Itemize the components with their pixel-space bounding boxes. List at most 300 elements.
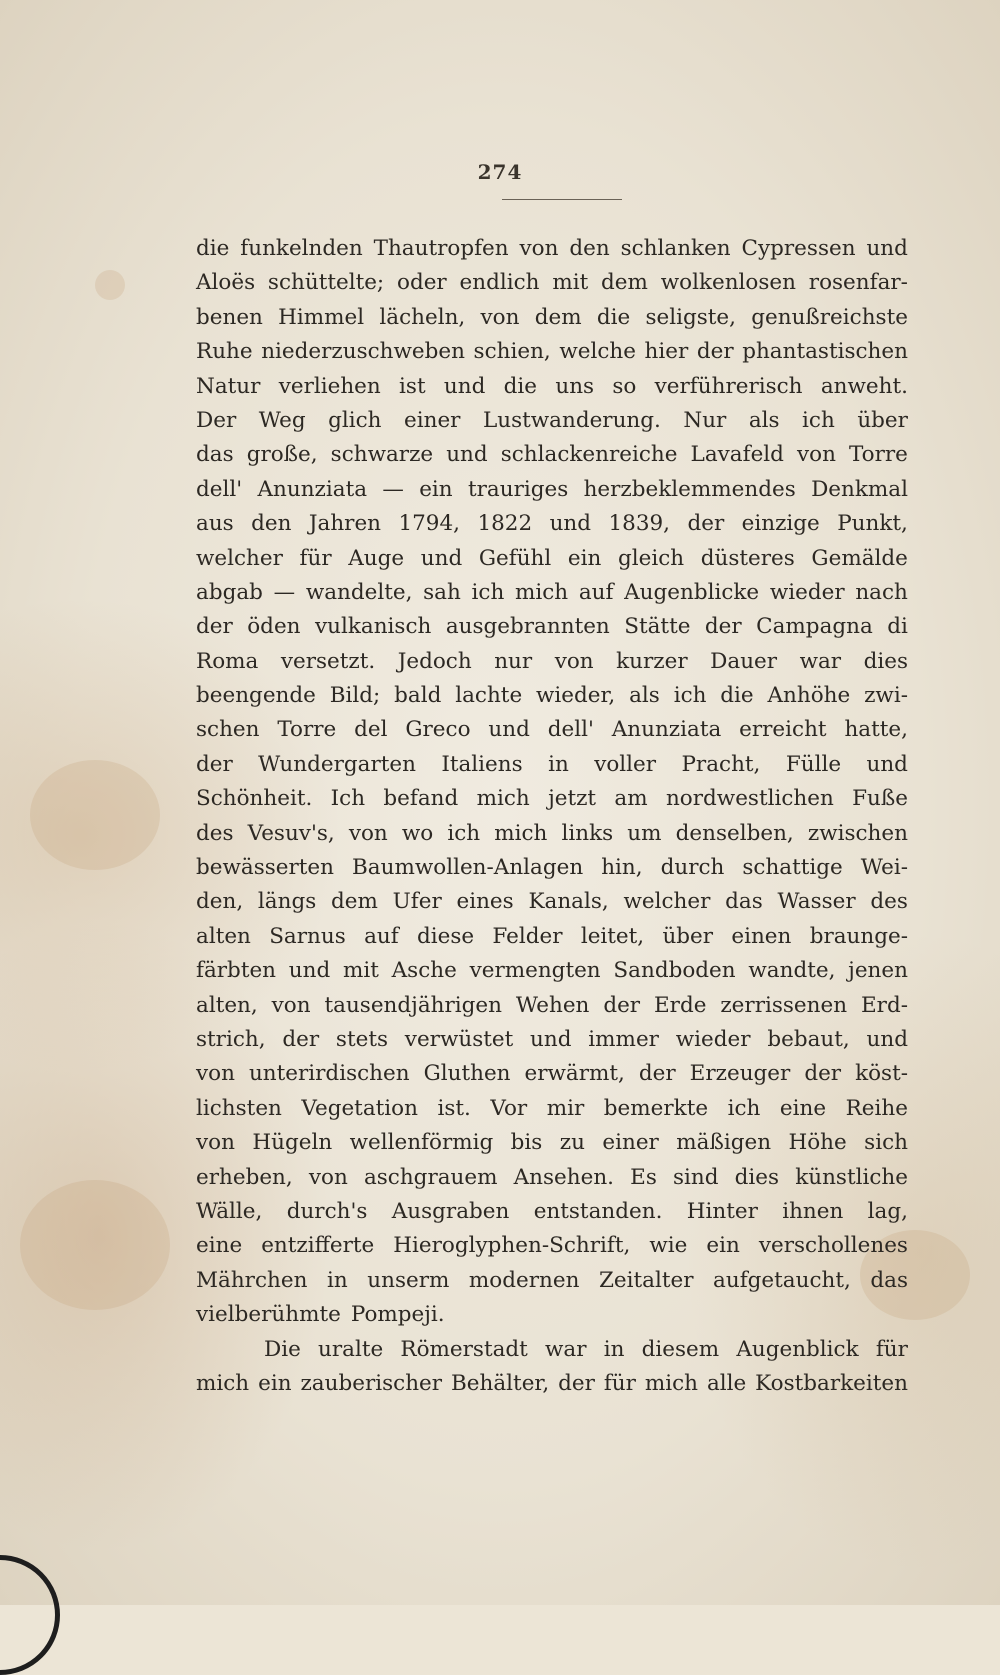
text-line bbox=[196, 645, 908, 679]
text-line bbox=[196, 1264, 908, 1298]
word: uns bbox=[555, 373, 595, 399]
text-line bbox=[196, 851, 908, 885]
word: Fuße bbox=[852, 786, 908, 812]
word: wandte, bbox=[748, 958, 836, 984]
word: Hügeln bbox=[252, 1130, 333, 1156]
word: Pompeji. bbox=[350, 1302, 445, 1328]
word: 1839, bbox=[608, 511, 671, 537]
word: Reihe bbox=[845, 1095, 908, 1121]
word: von bbox=[480, 304, 520, 330]
word: Fülle bbox=[785, 751, 842, 777]
word: Dauer bbox=[710, 648, 778, 674]
word: Gluthen bbox=[423, 1061, 511, 1087]
body-text bbox=[196, 232, 908, 1401]
text-line bbox=[196, 1333, 908, 1367]
word: Sarnus bbox=[269, 923, 346, 949]
word: immer bbox=[588, 1026, 659, 1052]
word: Augenblick bbox=[736, 1336, 859, 1362]
word: ein bbox=[258, 1370, 292, 1396]
word: herzbeklemmendes bbox=[583, 476, 796, 502]
word: bald bbox=[394, 683, 442, 709]
word: und bbox=[530, 1026, 572, 1052]
word: über bbox=[662, 923, 714, 949]
word: den bbox=[569, 236, 610, 261]
word: rosenfar- bbox=[808, 270, 908, 296]
word: als bbox=[748, 407, 780, 433]
word: entstanden. bbox=[533, 1198, 663, 1224]
word: wie bbox=[649, 1233, 688, 1259]
word: der bbox=[638, 1061, 676, 1087]
word: braunge- bbox=[809, 923, 908, 949]
text-line bbox=[196, 679, 908, 713]
word: Kostbarkeiten bbox=[755, 1370, 908, 1396]
word: del bbox=[354, 717, 388, 743]
word: entzifferte bbox=[261, 1233, 375, 1259]
word: das bbox=[870, 1267, 908, 1293]
word: war bbox=[799, 648, 842, 674]
word: aschgrauem bbox=[363, 1164, 498, 1190]
word: befand bbox=[383, 786, 459, 812]
word: Wasser bbox=[777, 889, 856, 915]
foxing-stain bbox=[95, 270, 125, 300]
word: Greco bbox=[405, 717, 471, 743]
word: Schönheit. bbox=[196, 786, 313, 812]
word: schwarze bbox=[330, 442, 434, 468]
word: längs bbox=[257, 889, 317, 915]
word: einer bbox=[404, 407, 461, 433]
word: mir bbox=[546, 1095, 585, 1121]
word: Denkmal bbox=[811, 476, 908, 502]
word: erwärmt, bbox=[524, 1061, 625, 1087]
word: lächeln, bbox=[379, 304, 466, 330]
word: ich bbox=[673, 683, 707, 709]
word: von bbox=[797, 442, 836, 468]
word: nur bbox=[494, 648, 533, 674]
word: der bbox=[282, 1026, 320, 1052]
text-line bbox=[196, 1367, 908, 1401]
word: einer bbox=[602, 1130, 659, 1156]
word: verwüstet bbox=[404, 1026, 514, 1052]
text-line bbox=[196, 1057, 908, 1091]
word: der bbox=[558, 1370, 595, 1396]
word: Stätte bbox=[624, 614, 691, 640]
word: Erde bbox=[653, 992, 707, 1018]
word: wolkenlosen bbox=[660, 270, 796, 296]
word: mit bbox=[343, 958, 379, 984]
word: Weg bbox=[258, 407, 306, 433]
word: erheben, bbox=[196, 1164, 293, 1190]
word: wieder, bbox=[536, 683, 616, 709]
foxing-stain bbox=[30, 760, 160, 870]
word: von bbox=[196, 1061, 235, 1087]
word: wo bbox=[401, 820, 434, 846]
word: und bbox=[866, 236, 908, 261]
word: zerrissenen bbox=[720, 992, 848, 1018]
word: schattige bbox=[742, 855, 843, 881]
word: dem bbox=[601, 270, 648, 296]
word: sich bbox=[864, 1130, 908, 1156]
word: als bbox=[629, 683, 660, 709]
text-line bbox=[196, 885, 908, 919]
word: der bbox=[687, 511, 725, 537]
word: ich bbox=[802, 407, 835, 433]
word: diesem bbox=[641, 1336, 720, 1362]
word: Zeitalter bbox=[598, 1267, 694, 1293]
word: Römerstadt bbox=[400, 1336, 528, 1362]
word: über bbox=[857, 407, 908, 433]
text-line bbox=[196, 1161, 908, 1195]
word: Lavafeld bbox=[690, 442, 784, 468]
word: die bbox=[196, 236, 230, 261]
word: nordwestlichen bbox=[665, 786, 834, 812]
word: Thautropfen bbox=[373, 236, 509, 261]
word: — bbox=[382, 476, 404, 502]
word: ist bbox=[399, 373, 426, 399]
word: schlanken bbox=[620, 236, 731, 261]
word: alle bbox=[706, 1370, 747, 1396]
text-line bbox=[196, 301, 908, 335]
word: jetzt bbox=[548, 786, 597, 812]
word: — bbox=[273, 579, 296, 605]
word: hatte, bbox=[844, 717, 908, 743]
word: Gefühl bbox=[478, 545, 552, 571]
word: Campagna bbox=[756, 614, 873, 640]
word: vermengten bbox=[469, 958, 601, 984]
word: eines bbox=[456, 889, 514, 915]
word: und bbox=[488, 717, 530, 743]
word: beengende bbox=[196, 683, 316, 709]
word: schen bbox=[196, 717, 260, 743]
text-line bbox=[196, 782, 908, 816]
text-line bbox=[196, 1298, 908, 1332]
word: 1822 bbox=[477, 511, 533, 537]
word: Wehen bbox=[515, 992, 590, 1018]
word: von bbox=[519, 236, 559, 261]
word: leitet, bbox=[580, 923, 645, 949]
text-line bbox=[196, 576, 908, 610]
word: ist. bbox=[437, 1095, 471, 1121]
word: Torre bbox=[849, 442, 908, 468]
word: hier bbox=[644, 339, 689, 365]
word: seligste, bbox=[645, 304, 736, 330]
text-line bbox=[196, 1023, 908, 1057]
word: erreicht bbox=[739, 717, 827, 743]
word: eine bbox=[196, 1233, 243, 1259]
word: Vesuv's, bbox=[247, 820, 335, 846]
page-number: 274 bbox=[477, 160, 523, 184]
word: durch bbox=[660, 855, 725, 881]
word: Sandboden bbox=[613, 958, 736, 984]
word: welche bbox=[559, 339, 636, 365]
word: endlich bbox=[459, 270, 540, 296]
word: wandelte, bbox=[305, 579, 413, 605]
word: stets bbox=[335, 1026, 388, 1052]
word: glich bbox=[328, 407, 382, 433]
word: niederzuschweben bbox=[261, 339, 465, 365]
word: Cypressen bbox=[741, 236, 856, 261]
binding-clip bbox=[0, 1555, 60, 1675]
word: Felder bbox=[492, 923, 563, 949]
word: abgab bbox=[196, 579, 263, 605]
word: Jahren bbox=[308, 511, 382, 537]
word: der bbox=[804, 1061, 842, 1087]
word: lachte bbox=[455, 683, 523, 709]
word: für bbox=[603, 1370, 636, 1396]
word: die bbox=[596, 304, 631, 330]
word: Jedoch bbox=[397, 648, 472, 674]
word: unterirdischen bbox=[248, 1061, 410, 1087]
word: Vor bbox=[490, 1095, 528, 1121]
word: ein bbox=[419, 476, 453, 502]
word: ausgebrannten bbox=[445, 614, 610, 640]
word: Erd- bbox=[860, 992, 908, 1018]
word: Anunziata bbox=[257, 476, 368, 502]
word: gleich bbox=[617, 545, 685, 571]
word: ein bbox=[567, 545, 602, 571]
word: links bbox=[561, 820, 614, 846]
word: Erzeuger bbox=[689, 1061, 791, 1087]
word: des bbox=[196, 820, 234, 846]
word: tausendjährigen bbox=[324, 992, 502, 1018]
word: Italiens bbox=[441, 751, 523, 777]
word: der bbox=[603, 992, 641, 1018]
word: Torre bbox=[277, 717, 337, 743]
text-line bbox=[196, 1092, 908, 1126]
word: für bbox=[875, 1336, 908, 1362]
word: verliehen bbox=[278, 373, 381, 399]
word: Roma bbox=[196, 648, 259, 674]
word: und bbox=[288, 958, 331, 984]
text-line bbox=[196, 954, 908, 988]
word: mich bbox=[514, 579, 569, 605]
word: mit bbox=[552, 270, 589, 296]
text-line bbox=[196, 748, 908, 782]
word: anweht. bbox=[820, 373, 908, 399]
word: Vegetation bbox=[301, 1095, 418, 1121]
text-line bbox=[196, 507, 908, 541]
word: dies bbox=[734, 1164, 780, 1190]
word: lichsten bbox=[196, 1095, 282, 1121]
header-rule bbox=[502, 199, 622, 200]
word: ich bbox=[471, 579, 505, 605]
word: der bbox=[704, 614, 742, 640]
word: Auge bbox=[348, 545, 405, 571]
word: und bbox=[446, 442, 488, 468]
word: Nur bbox=[683, 407, 727, 433]
word: ein bbox=[706, 1233, 740, 1259]
word: Natur bbox=[196, 373, 261, 399]
word: zwischen bbox=[807, 820, 908, 846]
word: und bbox=[549, 511, 592, 537]
word: war bbox=[545, 1336, 587, 1362]
word: vielberühmte bbox=[196, 1302, 341, 1328]
word: wieder bbox=[769, 579, 845, 605]
text-line bbox=[196, 989, 908, 1023]
word: schüttelte; bbox=[267, 270, 385, 296]
word: öden bbox=[247, 614, 301, 640]
word: Höhe bbox=[788, 1130, 847, 1156]
word: verschollenes bbox=[758, 1233, 908, 1259]
word: sind bbox=[673, 1164, 719, 1190]
word: durch's bbox=[286, 1198, 368, 1224]
word: zwi- bbox=[864, 683, 908, 709]
word: nach bbox=[855, 579, 908, 605]
word: diese bbox=[416, 923, 475, 949]
word: Ich bbox=[330, 786, 366, 812]
word: aus bbox=[196, 511, 234, 537]
word: Baumwollen-Anlagen bbox=[352, 855, 584, 881]
word: dem bbox=[534, 304, 582, 330]
word: und bbox=[420, 545, 463, 571]
word: aufgetaucht, bbox=[713, 1267, 851, 1293]
text-line bbox=[196, 438, 908, 472]
word: vulkanisch bbox=[314, 614, 432, 640]
word: mich bbox=[494, 820, 548, 846]
word: das bbox=[725, 889, 763, 915]
word: Ausgraben bbox=[391, 1198, 510, 1224]
word: ich bbox=[447, 820, 481, 846]
word: genußreichste bbox=[751, 304, 908, 330]
word: von bbox=[348, 820, 388, 846]
word: düsteres bbox=[700, 545, 795, 571]
word: in bbox=[603, 1336, 625, 1362]
word: mich bbox=[476, 786, 530, 812]
word: zu bbox=[559, 1130, 585, 1156]
word: verführerisch bbox=[654, 373, 803, 399]
word: jenen bbox=[848, 958, 908, 984]
word: unserm bbox=[367, 1267, 450, 1293]
text-line bbox=[196, 1229, 908, 1263]
word: Asche bbox=[391, 958, 457, 984]
word: bewässerten bbox=[196, 855, 334, 881]
word: Anunziata bbox=[611, 717, 722, 743]
word: die bbox=[503, 373, 538, 399]
word: denselben, bbox=[675, 820, 794, 846]
word: Hieroglyphen-Schrift, bbox=[393, 1233, 631, 1259]
word: der bbox=[196, 751, 233, 777]
word: Es bbox=[630, 1164, 657, 1190]
word: und bbox=[443, 373, 486, 399]
word: Kanals, bbox=[528, 889, 609, 915]
word: welcher bbox=[623, 889, 711, 915]
word: eine bbox=[779, 1095, 827, 1121]
word: Ruhe bbox=[196, 339, 253, 365]
word: Ufer bbox=[392, 889, 442, 915]
word: mich bbox=[644, 1370, 698, 1396]
word: Gemälde bbox=[811, 545, 908, 571]
word: dell' bbox=[547, 717, 594, 743]
word: Wei- bbox=[860, 855, 908, 881]
text-line bbox=[196, 473, 908, 507]
word: am bbox=[614, 786, 648, 812]
word: uralte bbox=[318, 1336, 384, 1362]
word: Aloës bbox=[196, 270, 256, 296]
text-line bbox=[196, 335, 908, 369]
foxing-stain bbox=[20, 1180, 170, 1310]
word: große, bbox=[246, 442, 318, 468]
word: Die bbox=[264, 1336, 301, 1362]
word: färbten bbox=[196, 958, 277, 984]
text-line bbox=[196, 1126, 908, 1160]
word: di bbox=[887, 614, 908, 640]
word: bemerkte bbox=[603, 1095, 709, 1121]
word: auf bbox=[364, 923, 399, 949]
word: in bbox=[548, 751, 569, 777]
word: kurzer bbox=[616, 648, 688, 674]
word: von bbox=[271, 992, 311, 1018]
word: 1794, bbox=[398, 511, 461, 537]
text-line bbox=[196, 232, 908, 266]
word: Punkt, bbox=[837, 511, 908, 537]
word: ich bbox=[727, 1095, 761, 1121]
word: von bbox=[554, 648, 594, 674]
word: sah bbox=[423, 579, 461, 605]
word: dies bbox=[863, 648, 908, 674]
word: so bbox=[612, 373, 637, 399]
word: das bbox=[196, 442, 234, 468]
word: Himmel bbox=[278, 304, 365, 330]
word: strich, bbox=[196, 1026, 266, 1052]
word: Der bbox=[196, 407, 237, 433]
word: von bbox=[196, 1130, 235, 1156]
text-line bbox=[196, 817, 908, 851]
word: voller bbox=[594, 751, 657, 777]
word: wellenförmig bbox=[349, 1130, 494, 1156]
word: Hinter bbox=[686, 1198, 758, 1224]
word: von bbox=[308, 1164, 348, 1190]
word: des bbox=[870, 889, 908, 915]
word: ihnen bbox=[782, 1198, 844, 1224]
text-line bbox=[196, 610, 908, 644]
text-line bbox=[196, 1195, 908, 1229]
word: Bild; bbox=[329, 683, 381, 709]
word: Augenblicke bbox=[624, 579, 760, 605]
text-line bbox=[196, 266, 908, 300]
word: phantastischen bbox=[742, 339, 908, 365]
word: hin, bbox=[601, 855, 643, 881]
word: einen bbox=[731, 923, 792, 949]
word: alten, bbox=[196, 992, 258, 1018]
word: der bbox=[196, 614, 233, 640]
word: den, bbox=[196, 889, 244, 915]
word: versetzt. bbox=[280, 648, 376, 674]
word: benen bbox=[196, 304, 263, 330]
word: dem bbox=[331, 889, 378, 915]
word: Pracht, bbox=[681, 751, 761, 777]
text-line bbox=[196, 542, 908, 576]
word: die bbox=[720, 683, 754, 709]
word: Anhöhe bbox=[767, 683, 851, 709]
word: um bbox=[627, 820, 662, 846]
word: trauriges bbox=[467, 476, 569, 502]
word: wieder bbox=[675, 1026, 751, 1052]
word: und bbox=[866, 751, 908, 777]
word: und bbox=[866, 1026, 908, 1052]
text-line bbox=[196, 370, 908, 404]
word: alten bbox=[196, 923, 251, 949]
word: dell' bbox=[196, 476, 243, 502]
text-line bbox=[196, 713, 908, 747]
word: köst- bbox=[855, 1061, 908, 1087]
word: Ansehen. bbox=[513, 1164, 615, 1190]
word: Wälle, bbox=[196, 1198, 263, 1224]
word: den bbox=[251, 511, 292, 537]
word: auf bbox=[578, 579, 614, 605]
word: Lustwanderung. bbox=[482, 407, 661, 433]
word: künstliche bbox=[795, 1164, 908, 1190]
word: schien, bbox=[473, 339, 551, 365]
word: welcher bbox=[196, 545, 283, 571]
